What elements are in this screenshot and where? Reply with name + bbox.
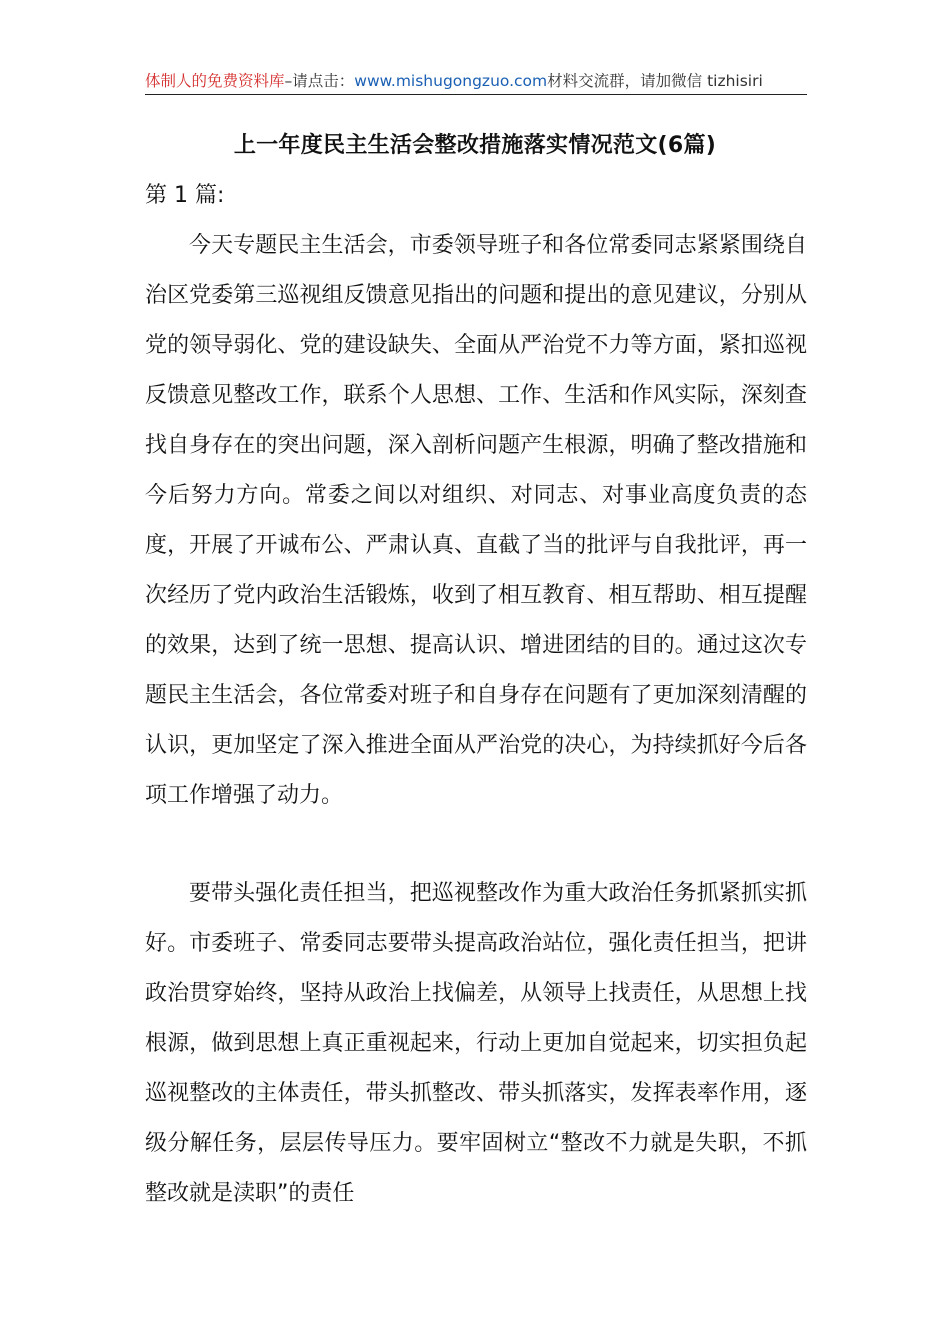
page-header: [145, 68, 807, 95]
header-website-link[interactable]: www.mishugongzuo.com: [354, 72, 548, 90]
paragraph-2: 要带头强化责任担当，把巡视整改作为重大政治任务抓紧抓实抓好。市委班子、常委同志要带头提高政治站位，强化责任担当，把讲政治贯穿始终，坚持从政治上找偏差，从领导上找责任，从思想上找根源，做到思想上真正重视起来，行动上更加自觉起来，切实担负起巡视整改的主体责任，带头抓整改、带头抓落实，发挥表率作用，逐级分解任务，层层传导压力。要牢固树立“整改不力就是失职，不抓整改就是渎职”的责任: [145, 881, 807, 1206]
header-note: 材料交流群，请加微信 tizhisiri: [547, 72, 763, 90]
header-prompt: –请点击：: [284, 72, 355, 90]
section-label: 第 1 篇:: [145, 183, 225, 208]
header-brand: 体制人的免费资料库: [145, 72, 285, 90]
paragraph-1: 今天专题民主生活会，市委领导班子和各位常委同志紧紧围绕自治区党委第三巡视组反馈意见指出的问题和提出的意见建议，分别从党的领导弱化、党的建设缺失、全面从严治党不力等方面，紧扣巡视反馈意见整改工作，联系个人思想、工作、生活和作风实际，深刻查找自身存在的突出问题，深入剖析问题产生根源，明确了整改措施和今后努力方向。常委之间以对组织、对同志、对事业高度负责的态度，开展了开诚布公、严肃认真、直截了当的批评与自我批评，再一次经历了党内政治生活锻炼，收到了相互教育、相互帮助、相互提醒的效果，达到了统一思想、提高认识、增进团结的目的。通过这次专题民主生活会，各位常委对班子和自身存在问题有了更加深刻清醒的认识，更加坚定了深入推进全面从严治党的决心，为持续抓好今后各项工作增强了动力。: [145, 233, 807, 808]
document-title: 上一年度民主生活会整改措施落实情况范文(6篇): [233, 133, 717, 158]
